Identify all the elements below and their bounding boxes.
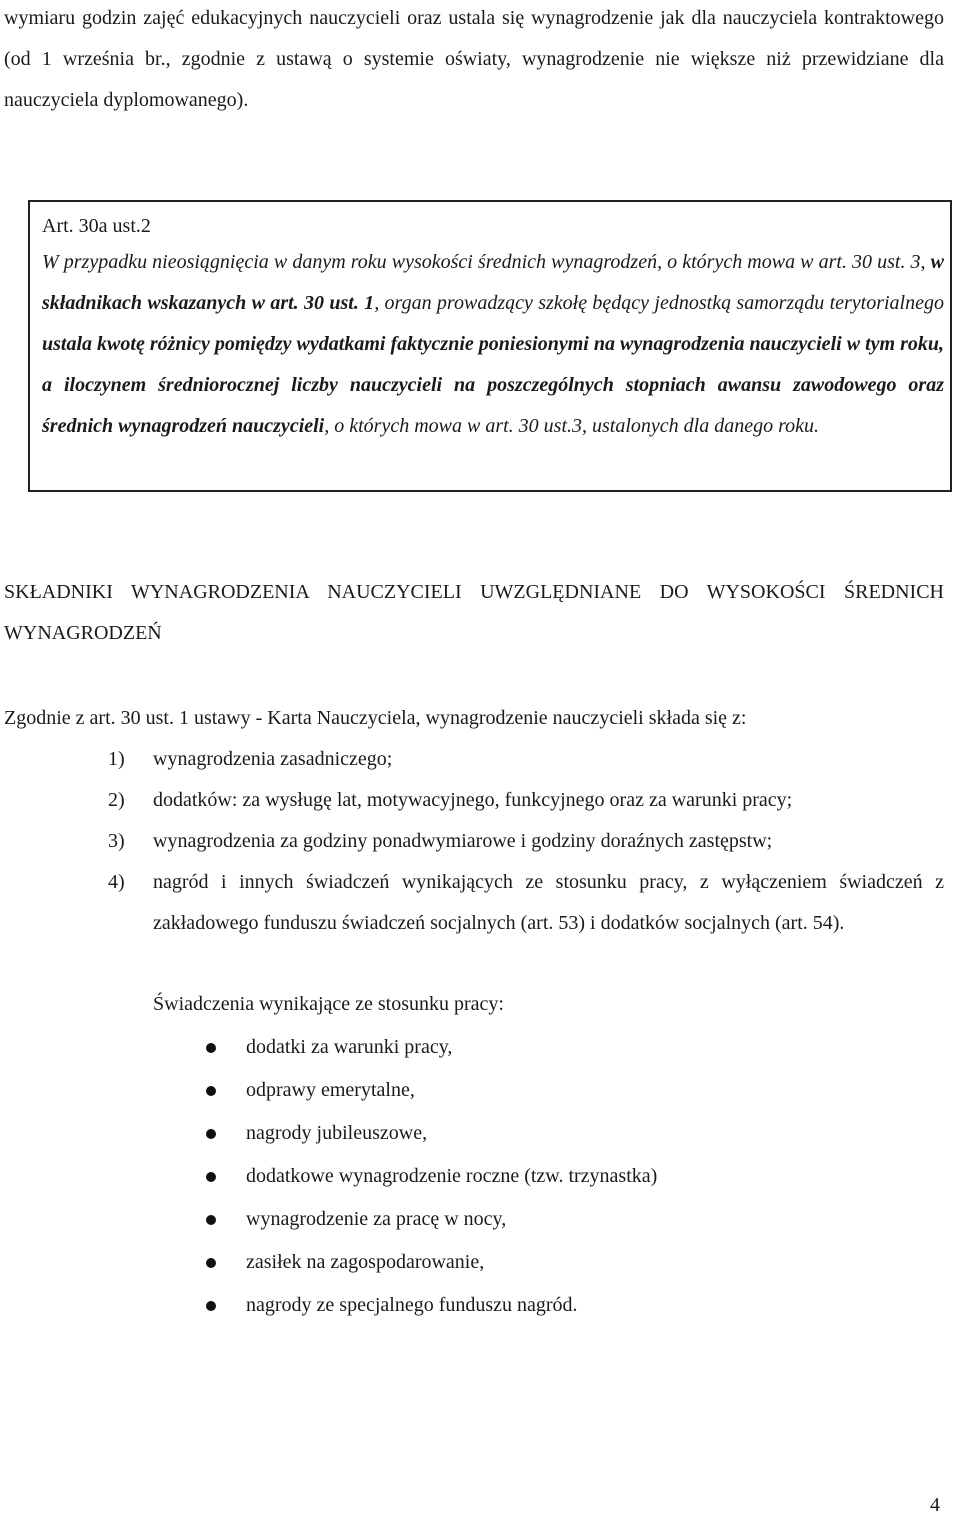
benefit-text: nagrody jubileuszowe, <box>246 1122 428 1144</box>
list-item <box>200 1069 657 1112</box>
benefit-text: nagrody ze specjalnego funduszu nagród. <box>246 1294 578 1316</box>
item-text: wynagrodzenia za godziny ponadwymiarowe i godziny doraźnych zastępstw; <box>153 830 773 852</box>
list-item <box>200 1198 657 1241</box>
list-item <box>108 739 944 780</box>
intro-sentence: Zgodnie z art. 30 ust. 1 ustawy - Karta Nauczyciela, wynagrodzenie nauczycieli składa się z: <box>4 707 747 729</box>
top-paragraph: wymiaru godzin zajęć edukacyjnych nauczycieli oraz ustala się wynagrodzenie jak dla nauczyciela kontraktowego (od 1 września br., zgodnie z ustawą o systemie oświaty, wynagrodzenie nie większe niż przewidziane dla nauczyciela dyplomowanego). <box>4 7 944 111</box>
benefit-text: zasiłek na zagospodarowanie, <box>246 1251 485 1273</box>
bullet-icon <box>206 1172 216 1182</box>
bullet-icon <box>206 1215 216 1225</box>
list-item <box>108 862 944 944</box>
benefit-text: odprawy emerytalne, <box>246 1079 415 1101</box>
list-item <box>200 1284 657 1327</box>
page-number: 4 <box>930 1494 940 1516</box>
benefit-text: dodatki za warunki pracy, <box>246 1036 453 1058</box>
article-text-part: , organ prowadzący szkołę będący jednostką samorządu terytorialnego <box>374 292 944 314</box>
section-caption: SKŁADNIKI WYNAGRODZENIA NAUCZYCIELI UWZGLĘDNIANE DO WYSOKOŚCI ŚREDNICH WYNAGRODZEŃ <box>4 581 944 644</box>
bullet-icon <box>206 1043 216 1053</box>
item-number: 4) <box>108 871 125 893</box>
list-item <box>200 1241 657 1284</box>
article-heading: Art. 30a ust.2 <box>42 215 151 237</box>
benefits-list <box>200 1026 657 1327</box>
item-number: 2) <box>108 789 125 811</box>
article-text-part: W przypadku nieosiągnięcia w danym roku wysokości średnich wynagrodzeń, o których mowa w art. 30 ust. 3, <box>42 251 931 273</box>
article-text <box>42 242 944 447</box>
bullet-icon <box>206 1301 216 1311</box>
salary-components-list <box>108 739 944 944</box>
list-item <box>108 780 944 821</box>
bullet-icon <box>206 1129 216 1139</box>
article-text-bold: w składnikach wskazanych w art. 30 ust. 1 <box>42 251 944 314</box>
benefits-heading: Świadczenia wynikające ze stosunku pracy: <box>153 993 504 1015</box>
item-text: dodatków: za wysługę lat, motywacyjnego, funkcyjnego oraz za warunki pracy; <box>153 789 793 811</box>
list-item <box>108 821 944 862</box>
list-item <box>200 1026 657 1069</box>
bullet-icon <box>206 1086 216 1096</box>
article-text-bold: ustala kwotę różnicy pomiędzy wydatkami faktycznie poniesionymi na wynagrodzenia nauczycieli w tym roku, a iloczynem średniorocznej liczby nauczycieli na poszczególnych stopniach awansu zawodowego oraz średnich wynagrodzeń nauczycieli <box>42 333 944 437</box>
item-text: wynagrodzenia zasadniczego; <box>153 748 393 770</box>
legal-quote-box <box>28 200 952 492</box>
list-item <box>200 1112 657 1155</box>
item-number: 3) <box>108 830 125 852</box>
benefit-text: dodatkowe wynagrodzenie roczne (tzw. trzynastka) <box>246 1165 658 1187</box>
bullet-icon <box>206 1258 216 1268</box>
item-text: nagród i innych świadczeń wynikających ze stosunku pracy, z wyłączeniem świadczeń z zakładowego funduszu świadczeń socjalnych (art. 53) i dodatków socjalnych (art. 54). <box>153 871 944 934</box>
list-item <box>200 1155 657 1198</box>
item-number: 1) <box>108 748 125 770</box>
benefit-text: wynagrodzenie za pracę w nocy, <box>246 1208 507 1230</box>
article-text-part: , o których mowa w art. 30 ust.3, ustalonych dla danego roku. <box>324 415 820 437</box>
